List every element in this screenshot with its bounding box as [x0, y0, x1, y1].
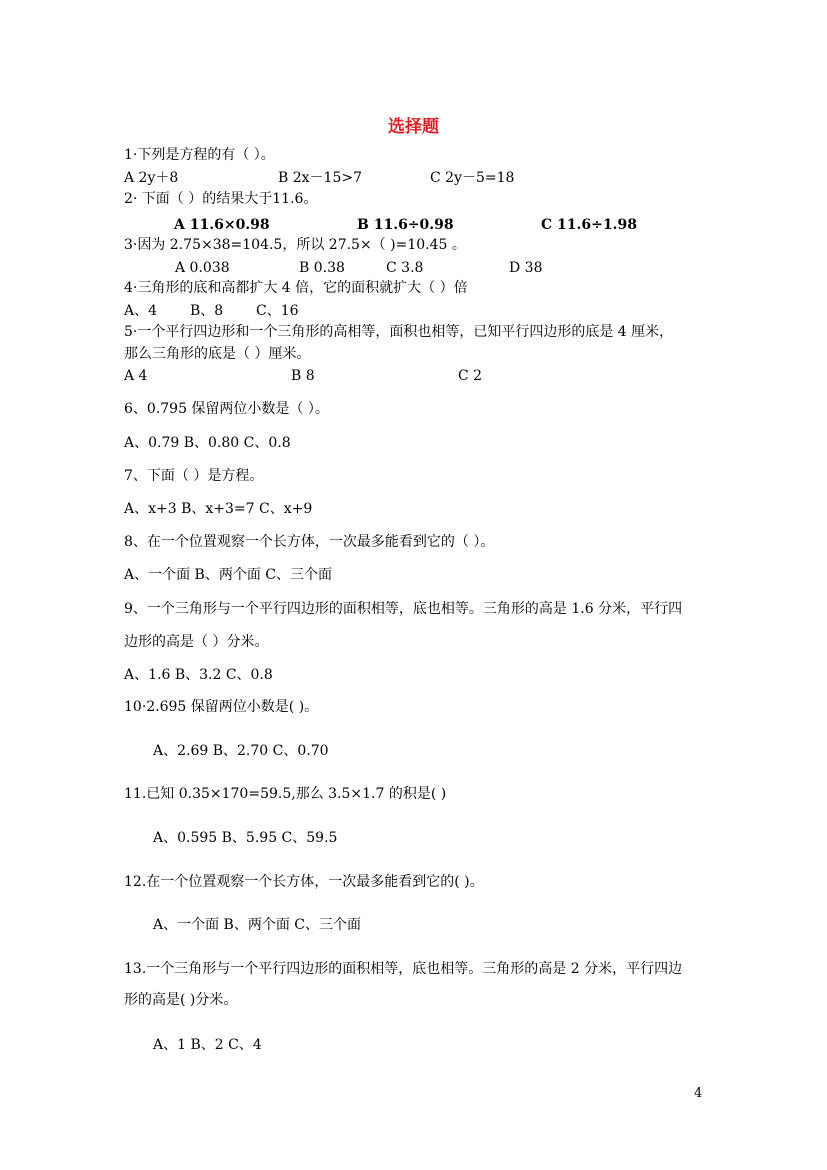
q1-stem: 1·下列是方程的有（ ）。 — [124, 147, 275, 163]
q13-stem-line2: 形的高是( )分米。 — [124, 992, 238, 1008]
q13-options: A、1 B、2 C、4 — [153, 1037, 262, 1053]
q7-stem: 7、下面（ ）是方程。 — [124, 468, 264, 484]
q9-options: A、1.6 B、3.2 C、0.8 — [124, 667, 273, 683]
q8-stem: 8、在一个位置观察一个长方体，一次最多能看到它的（ ）。 — [124, 534, 495, 550]
q5-option-c: C 2 — [458, 368, 483, 384]
q10-stem: 10·2.695 保留两位小数是( )。 — [124, 699, 319, 715]
q6-stem: 6、0.795 保留两位小数是（ ）。 — [124, 401, 329, 417]
q5-option-b: B 8 — [291, 368, 315, 384]
q7-options: A、x+3 B、x+3=7 C、x+9 — [124, 501, 313, 517]
q6-options: A、0.79 B、0.80 C、0.8 — [124, 435, 291, 451]
q3-option-b: B 0.38 — [299, 260, 345, 276]
q4-stem: 4·三角形的底和高都扩大 4 倍，它的面积就扩大（ ）倍 — [124, 280, 468, 296]
q11-options: A、0.595 B、5.95 C、59.5 — [153, 830, 338, 846]
q12-options: A、一个面 B、两个面 C、三个面 — [153, 917, 362, 933]
q1-option-a: A 2y＋8 — [124, 170, 179, 186]
q2-stem: 2· 下面（ ）的结果大于11.6。 — [124, 191, 318, 207]
section-title: 选择题 — [388, 117, 439, 137]
q5-option-a: A 4 — [124, 368, 148, 384]
q13-stem-line1: 13.一个三角形与一个平行四边形的面积相等，底也相等。三角形的高是 2 分米，平行四边 — [124, 961, 683, 977]
q1-option-c: C 2y－5=18 — [430, 170, 515, 186]
q1-option-b: B 2x－15>7 — [278, 170, 362, 186]
q2-option-a: A 11.6×0.98 — [174, 217, 270, 233]
page-number: 4 — [694, 1086, 703, 1101]
q5-stem-line1: 5·一个平行四边形和一个三角形的高相等，面积也相等，已知平行四边形的底是 4 厘米， — [124, 324, 674, 340]
q8-options: A、一个面 B、两个面 C、三个面 — [124, 567, 333, 583]
q3-option-d: D 38 — [509, 260, 543, 276]
q5-stem-line2: 那么三角形的底是（ ）厘米。 — [124, 346, 311, 362]
q9-stem-line1: 9、一个三角形与一个平行四边形的面积相等，底也相等。三角形的高是 1.6 分米，平行四 — [124, 601, 683, 617]
q2-option-c: C 11.6÷1.98 — [541, 217, 637, 233]
q12-stem: 12.在一个位置观察一个长方体，一次最多能看到它的( )。 — [124, 874, 484, 890]
q10-options: A、2.69 B、2.70 C、0.70 — [153, 743, 329, 759]
q11-stem: 11.已知 0.35×170=59.5,那么 3.5×1.7 的积是( ) — [124, 786, 447, 802]
q9-stem-line2: 边形的高是（ ）分米。 — [124, 634, 269, 650]
q3-stem: 3·因为 2.75×38=104.5，所以 27.5×（ )=10.45 。 — [124, 237, 466, 253]
q4-option-c: C、16 — [256, 303, 299, 319]
q3-option-c: C 3.8 — [386, 260, 424, 276]
q2-option-b: B 11.6÷0.98 — [357, 217, 454, 233]
q4-option-a: A、4 — [124, 303, 158, 319]
q3-option-a: A 0.038 — [175, 260, 230, 276]
q4-option-b: B、8 — [190, 303, 224, 319]
